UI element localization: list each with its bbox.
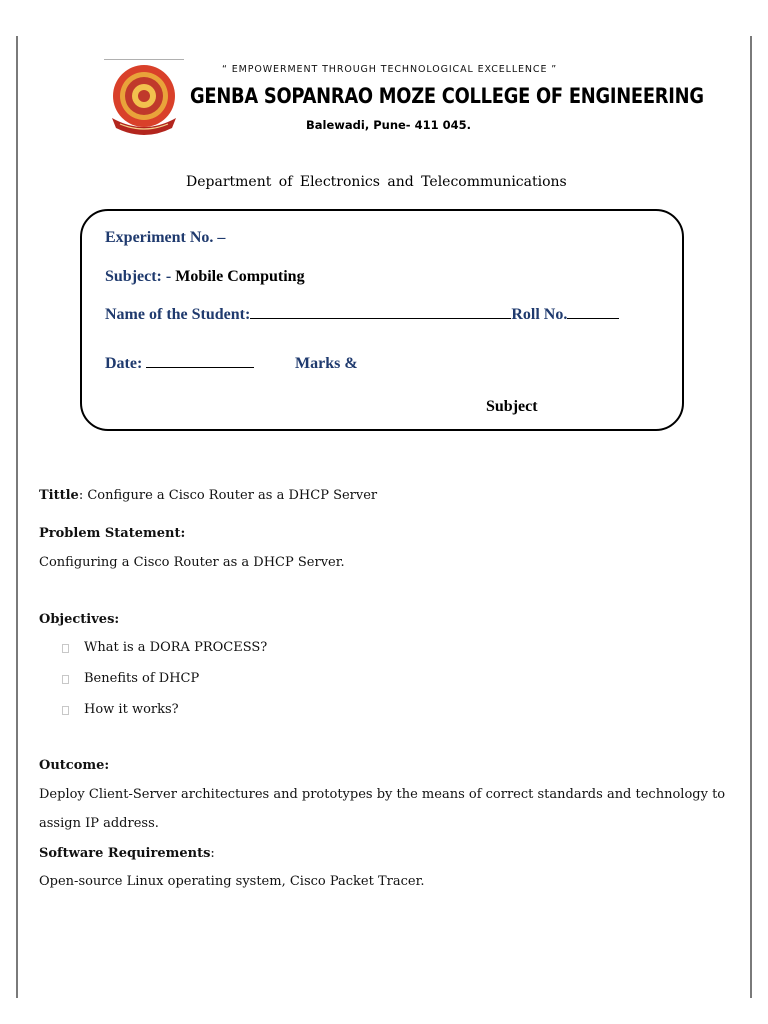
objective-item: What is a DORA PROCESS? (84, 640, 268, 655)
bullet-icon (62, 706, 69, 715)
subject-footer-label: Subject (486, 398, 538, 415)
problem-statement-text: Configuring a Cisco Router as a DHCP Server. (39, 555, 345, 570)
student-name-row (105, 306, 619, 324)
college-name: GENBA SOPANRAO MOZE COLLEGE OF ENGINEERING (190, 84, 704, 108)
software-requirements-text: Open-source Linux operating system, Cisco Packet Tracer. (39, 874, 425, 889)
objective-item: How it works? (84, 702, 179, 717)
college-address: Balewadi, Pune- 411 045. (306, 118, 471, 132)
outcome-heading (39, 758, 109, 773)
department-name: Department of Electronics and Telecommunications (186, 174, 567, 190)
bullet-icon (62, 644, 69, 653)
experiment-number-field (105, 229, 225, 247)
date-field (105, 355, 254, 373)
subject-label: Subject: - (105, 268, 176, 285)
left-margin-rule (16, 36, 18, 998)
outcome-text-line-2: assign IP address. (39, 816, 159, 831)
software-requirements-heading (39, 846, 215, 861)
problem-statement-heading (39, 526, 185, 541)
student-name-label: Name of the Student: (105, 306, 251, 323)
date-blank (146, 367, 254, 368)
software-requirements-heading-text: Software Requirements (39, 846, 211, 861)
college-emblem-icon (104, 62, 184, 138)
roll-no-label: Roll No. (511, 306, 568, 323)
marks-label: Marks & (295, 355, 358, 372)
bullet-icon (62, 675, 69, 684)
subject-value: Mobile Computing (175, 268, 305, 285)
subject-footer (486, 398, 538, 416)
outcome-heading-text: Outcome: (39, 758, 110, 773)
title-label: Tittle (39, 488, 79, 503)
date-label: Date: (105, 355, 147, 372)
marks-field (295, 355, 358, 373)
logo-top-rule (104, 59, 184, 60)
objectives-heading-text: Objectives: (39, 612, 120, 627)
experiment-number-label: Experiment No. – (105, 229, 226, 246)
title-value: : Configure a Cisco Router as a DHCP Server (78, 488, 378, 503)
outcome-text-line-1: Deploy Client-Server architectures and prototypes by the means of correct standards and technology to (39, 787, 726, 802)
title-line (39, 488, 377, 503)
college-tagline: “ EMPOWERMENT THROUGH TECHNOLOGICAL EXCELLENCE ” (222, 64, 558, 75)
subject-field (105, 268, 305, 286)
right-margin-rule (750, 36, 752, 998)
problem-statement-heading-text: Problem Statement: (39, 526, 186, 541)
software-heading-colon: : (210, 846, 215, 861)
objectives-heading (39, 612, 119, 627)
student-name-blank (250, 318, 511, 319)
roll-no-blank (567, 318, 619, 319)
objective-item: Benefits of DHCP (84, 671, 200, 686)
